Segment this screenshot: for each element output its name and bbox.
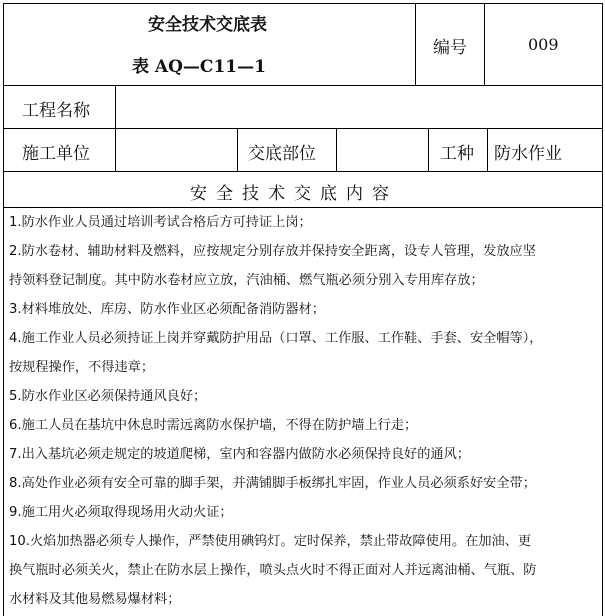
content-line: 8.高处作业必须有安全可靠的脚手架，并满铺脚手板绑扎牢固，作业人员必须系好安全带； [9,476,536,491]
rule-v-number [484,3,485,85]
rule-v-part-label [237,128,238,171]
project-name-label: 工程名称 [22,101,90,121]
rule-unit-bottom [3,171,603,172]
rule-v-part-value [336,128,337,171]
handover-part-label: 交底部位 [248,144,316,164]
content-line: 持领料登记制度。其中防水卷材应立放，汽油桶、燃气瓶必须分别入专用库存放； [9,273,484,288]
content-line: 5.防水作业区必须保持通风良好； [9,389,207,404]
content-heading: 安全技术交底内容 [190,184,398,204]
content-line: 2.防水卷材、辅助材料及燃料，应按规定分别存放并保持安全距离，设专人管理，发放应坚 [9,244,536,259]
content-line: 9.施工用火必须取得现场用火动火证； [9,505,233,520]
rule-v-worktype-label [428,128,429,171]
form-title: 安全技术交底表 [148,15,267,35]
rule-v-worktype-value [487,128,488,171]
content-line: 3.材料堆放处、库房、防水作业区必须配备消防器材； [9,302,325,317]
content-line: 7.出入基坑必须走规定的坡道爬梯，室内和容器内做防水必须保持良好的通风； [9,447,470,462]
rule-v-label [115,85,116,171]
content-line: 6.施工人员在基坑中休息时需远离防水保护墙，不得在防护墙上行走； [9,418,418,433]
content-line: 1.防水作业人员通过培训考试合格后方可持证上岗； [9,215,312,230]
work-type-label: 工种 [440,144,474,164]
content-line: 水材料及其他易燃易爆材料； [9,592,181,607]
number-value: 009 [528,35,559,54]
border-top [3,3,603,4]
rule-header-bottom [3,85,603,86]
border-right [602,3,603,616]
content-line: 10.火焰加热器必须专人操作，严禁使用碘钨灯。定时保养，禁止带故障使用。在加油、更 [9,534,532,549]
rule-project-bottom [3,128,603,129]
work-type-value: 防水作业 [494,144,562,164]
form-code: 表 AQ—C11—1 [132,57,266,77]
border-left [3,3,4,616]
content-line: 换气瓶时必须关火，禁止在防水层上操作，喷头点火时不得正面对人并远离油桶、气瓶、防 [9,563,537,578]
content-line: 按规程操作，不得违章； [9,360,155,375]
rule-v-title [415,3,416,85]
number-label: 编号 [433,38,467,58]
content-line: 4.施工作业人员必须持证上岗并穿戴防护用品（口罩、工作服、工作鞋、手套、安全帽等）， [9,331,543,346]
construction-unit-label: 施工单位 [22,144,90,164]
